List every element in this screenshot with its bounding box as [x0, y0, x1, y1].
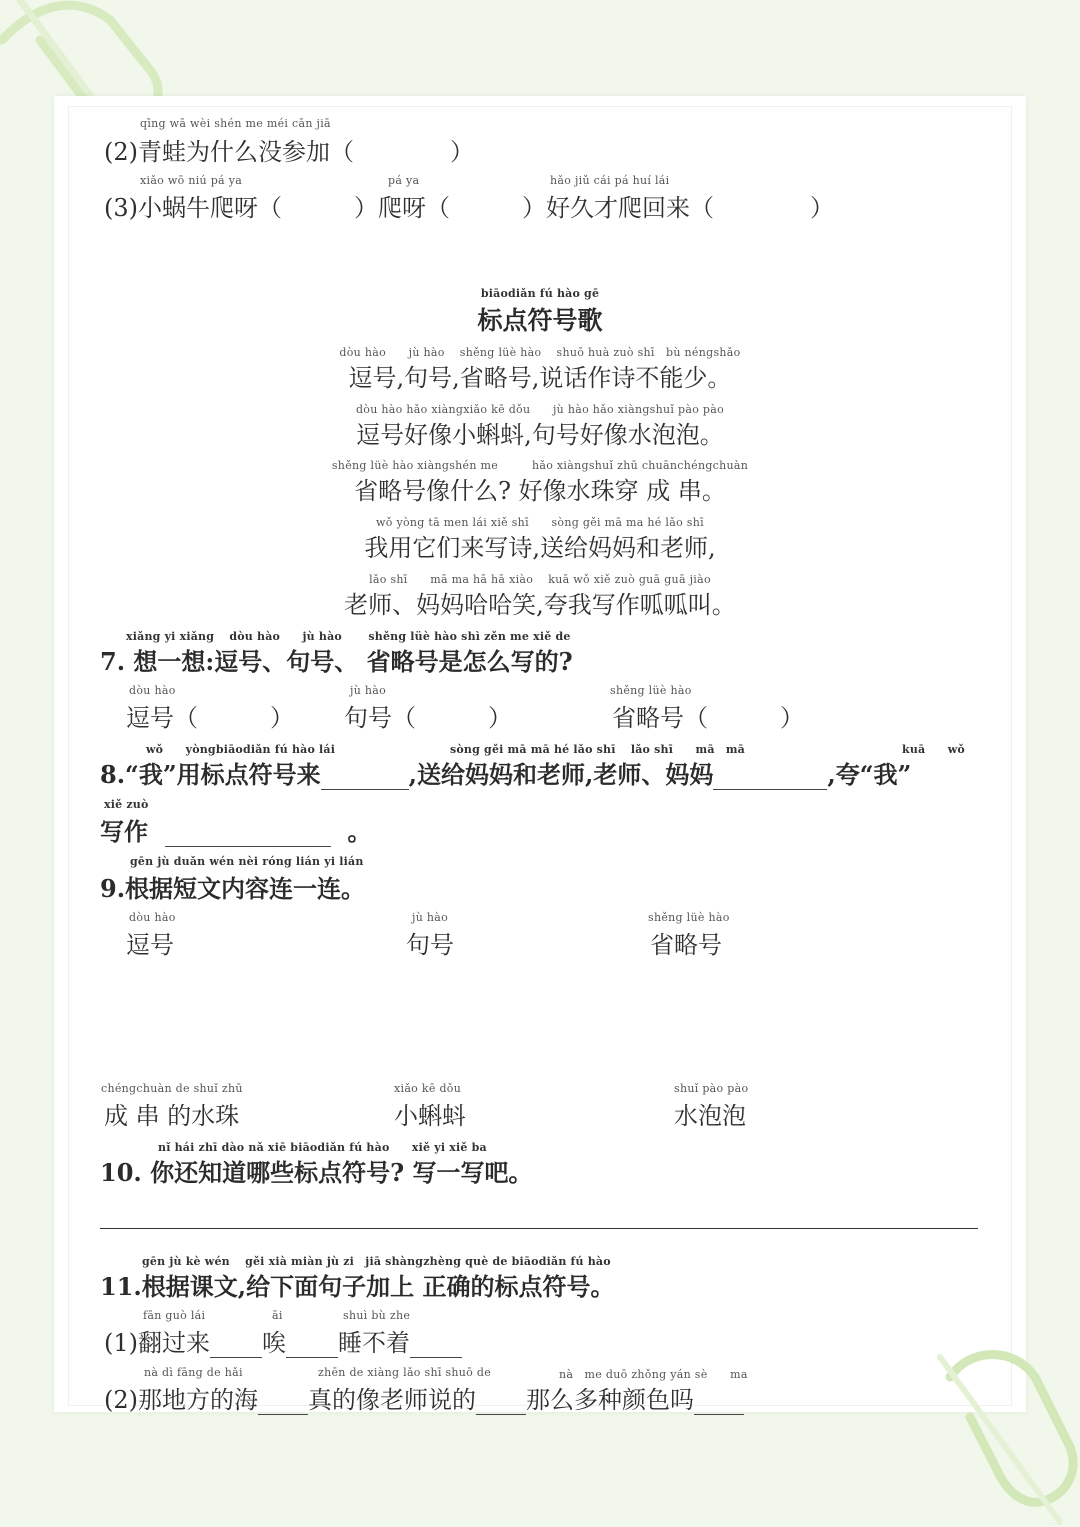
answer-blank-period[interactable]: 句号（ ）	[344, 704, 512, 732]
poem-line-pinyin: dòu hào jù hào shěng lüè hào shuō huà zuò shī bù néngshǎo	[339, 346, 741, 359]
poem-line: 逗号,句号,省略号,说话作诗不能少。	[348, 364, 732, 392]
poem-line: 老师、妈妈哈哈笑,夸我写作呱呱叫。	[344, 591, 736, 619]
pinyin: shěng lüè hào	[610, 684, 692, 697]
question-10-title: 10. 你还知道哪些标点符号? 写一写吧。	[100, 1158, 533, 1187]
poem-title-pinyin: biāodiǎn fú hào gē	[480, 287, 600, 300]
question-8-line-1	[100, 755, 911, 790]
pinyin: pá ya	[388, 174, 420, 187]
poem-line-pinyin: dòu hào hǎo xiàngxiǎo kē dǒu jù hào hǎo xiàngshuǐ pào pào	[355, 403, 725, 416]
poem-line: 省略号像什么? 好像水珠穿 成 串。	[354, 477, 726, 505]
punctuation-blank[interactable]	[410, 1329, 462, 1358]
sentence-1-part-b: 唉	[262, 1329, 286, 1357]
question-7-title: 7. 想一想:逗号、句号、 省略号是怎么写的?	[100, 647, 573, 676]
question-2-text: (2)青蛙为什么没参加（ ）	[104, 138, 474, 166]
pinyin: qīng wā wèi shén me méi cān jiā	[140, 117, 331, 130]
match-target-water-beads[interactable]: 成 串 的水珠	[104, 1102, 240, 1130]
answer-blank[interactable]	[713, 760, 827, 790]
sentence-1-part-c: 睡不着	[338, 1329, 410, 1357]
answer-blank-comma[interactable]: 逗号（ ）	[126, 704, 294, 732]
pinyin: shěng lüè hào	[648, 911, 730, 924]
sentence-1	[104, 1323, 462, 1358]
pinyin: nà me duō zhǒng yán sè ma	[559, 1368, 748, 1381]
punctuation-blank[interactable]	[258, 1386, 308, 1415]
pinyin: dòu hào	[129, 684, 176, 697]
sentence-2-part-c: 那么多种颜色吗	[526, 1386, 694, 1414]
match-target-bubbles[interactable]: 水泡泡	[674, 1102, 746, 1130]
punctuation-blank[interactable]	[694, 1386, 744, 1415]
worksheet-page	[54, 96, 1026, 1412]
question-9-title: 9.根据短文内容连一连。	[100, 874, 366, 903]
question-8-part-1: 8.“我”用标点符号来	[100, 760, 321, 789]
punctuation-blank[interactable]	[286, 1329, 338, 1358]
pinyin: hǎo jiǔ cái pá huí lái	[550, 174, 670, 187]
pinyin: nà dì fāng de hǎi	[144, 1366, 243, 1379]
question-10-pinyin: nǐ hái zhī dào nǎ xiē biāodiǎn fú hào xiě yi xiě ba	[158, 1141, 487, 1154]
pinyin: sòng gěi mā mā hé lǎo shī lǎo shī mā mā	[450, 743, 746, 756]
question-9-pinyin: gēn jù duǎn wén nèi róng lián yi lián	[130, 855, 364, 868]
answer-blank-ellipsis[interactable]: 省略号（ ）	[612, 704, 804, 732]
poem-line-pinyin: lǎo shī mā ma hā hā xiào kuā wǒ xiě zuò guā guā jiào	[369, 573, 711, 586]
pinyin: chéngchuàn de shuǐ zhū	[101, 1082, 243, 1095]
sentence-2-part-a: (2)那地方的海	[104, 1386, 258, 1414]
pinyin: dòu hào	[129, 911, 176, 924]
question-8-write: 写作	[100, 817, 148, 846]
pinyin: shuì bù zhe	[343, 1309, 411, 1322]
sentence-2	[104, 1380, 744, 1415]
pinyin: xiǎo wō niú pá ya	[140, 174, 243, 187]
punctuation-blank[interactable]	[476, 1386, 526, 1415]
pinyin: zhēn de xiàng lǎo shī shuō de	[318, 1366, 492, 1379]
pinyin: xiě zuò	[104, 798, 149, 811]
answer-line[interactable]	[100, 1228, 978, 1229]
match-item-comma[interactable]: 逗号	[126, 931, 174, 959]
pinyin: wǒ yòngbiāodiǎn fú hào lái	[146, 743, 336, 756]
poem-line-pinyin: wǒ yòng tā men lái xiě shī sòng gěi mā ma hé lǎo shī	[376, 516, 704, 529]
answer-blank[interactable]	[321, 760, 409, 790]
question-8-end: 。	[347, 817, 372, 846]
pinyin: jù hào	[412, 911, 449, 924]
sentence-2-part-b: 真的像老师说的	[308, 1386, 476, 1414]
poem-title: 标点符号歌	[477, 306, 603, 335]
pinyin: xiǎo kē dǒu	[394, 1082, 462, 1095]
match-target-tadpole[interactable]: 小蝌蚪	[394, 1102, 466, 1130]
question-3-text: (3)小蜗牛爬呀（ ）爬呀（ ）好久才爬回来（ ）	[104, 194, 834, 222]
poem-line-pinyin: shěng lüè hào xiàngshén me hǎo xiàngshuǐ zhū chuānchéngchuàn	[331, 459, 749, 472]
question-11-pinyin: gēn jù kè wén gěi xià miàn jù zi jiā shàngzhèng què de biāodiǎn fú hào	[142, 1255, 611, 1268]
match-item-ellipsis[interactable]: 省略号	[650, 931, 722, 959]
question-8-part-2: ,送给妈妈和老师,老师、妈妈	[408, 760, 714, 789]
question-11-title: 11.根据课文,给下面句子加上 正确的标点符号。	[100, 1272, 615, 1301]
pinyin: kuā wǒ	[902, 743, 965, 756]
paper-clip-bottom-right	[920, 1337, 1080, 1527]
question-8-part-3: ,夸“我”	[827, 760, 912, 789]
pinyin: shuǐ pào pào	[674, 1082, 749, 1095]
answer-blank[interactable]	[165, 817, 331, 847]
pinyin: jù hào	[350, 684, 387, 697]
question-8-line-2	[100, 812, 371, 847]
pinyin: āi	[272, 1309, 283, 1322]
question-7-pinyin: xiǎng yi xiǎng dòu hào jù hào shěng lüè hào shì zěn me xiě de	[126, 630, 571, 643]
match-item-period[interactable]: 句号	[406, 931, 454, 959]
punctuation-blank[interactable]	[210, 1329, 262, 1358]
sentence-1-part-a: (1)翻过来	[104, 1329, 210, 1357]
poem-line: 逗号好像小蝌蚪,句号好像水泡泡。	[356, 421, 724, 449]
pinyin: fān guò lái	[143, 1309, 206, 1322]
poem-line: 我用它们来写诗,送给妈妈和老师,	[364, 534, 716, 562]
